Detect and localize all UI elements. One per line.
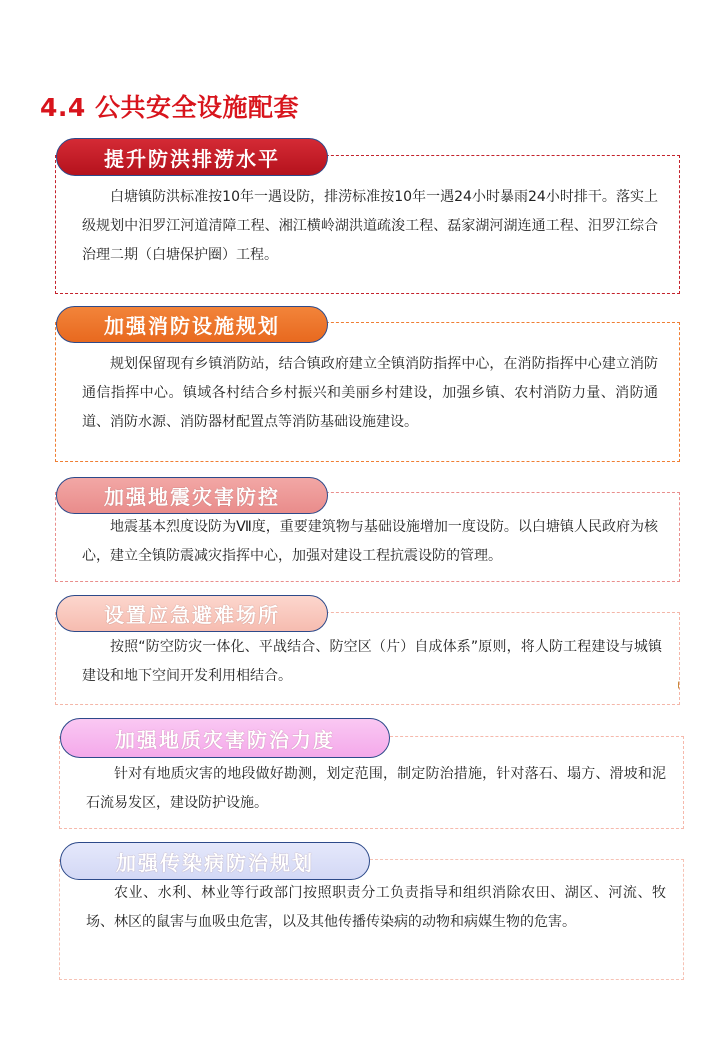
section-text-geological-hazard: 针对有地质灾害的地段做好勘测，划定范围，制定防治措施，针对落石、塌方、滑坡和泥石流易发区，建设防护设施。 <box>86 766 666 811</box>
section-title-geological-hazard: 加强地质灾害防治力度 <box>60 718 390 758</box>
section-title-emergency-shelter: 设置应急避难场所 <box>56 595 328 632</box>
section-title-fire-protection: 加强消防设施规划 <box>56 306 328 343</box>
section-title-epidemic-prevention: 加强传染病防治规划 <box>60 842 370 880</box>
section-text-earthquake: 地震基本烈度设防为Ⅶ度，重要建筑物与基础设施增加一度设防。以白塘镇人民政府为核心，建立全镇防震减灾指挥中心，加强对建设工程抗震设防的管理。 <box>82 519 658 564</box>
section-text-fire-protection: 规划保留现有乡镇消防站，结合镇政府建立全镇消防指挥中心，在消防指挥中心建立消防通信指挥中心。镇域各村结合乡村振兴和美丽乡村建设，加强乡镇、农村消防力量、消防通道、消防水源、消防器材配置点等消防基础设施建设。 <box>82 356 658 430</box>
section-title-earthquake: 加强地震灾害防控 <box>56 477 328 514</box>
section-title-flood-control: 提升防洪排涝水平 <box>56 138 328 176</box>
page-title: 4.4 公共安全设施配套 <box>40 93 299 122</box>
section-text-flood-control: 白塘镇防洪标准按10年一遇设防，排涝标准按10年一遇24小时暴雨24小时排干。落实上级规划中汨罗江河道清障工程、湘江横岭湖洪道疏浚工程、磊家湖河湖连通工程、汨罗江综合治理二期（白塘保护圈）工程。 <box>82 189 658 263</box>
section-text-emergency-shelter: 按照“防空防灾一体化、平战结合、防空区（片）自成体系”原则，将人防工程建设与城镇建设和地下空间开发利用相结合。 <box>82 639 662 684</box>
section-text-epidemic-prevention: 农业、水利、林业等行政部门按照职责分工负责指导和组织消除农田、湖区、河流、牧场、林区的鼠害与血吸虫危害，以及其他传播传染病的动物和病媒生物的危害。 <box>86 885 666 930</box>
edge-mark <box>678 681 683 689</box>
